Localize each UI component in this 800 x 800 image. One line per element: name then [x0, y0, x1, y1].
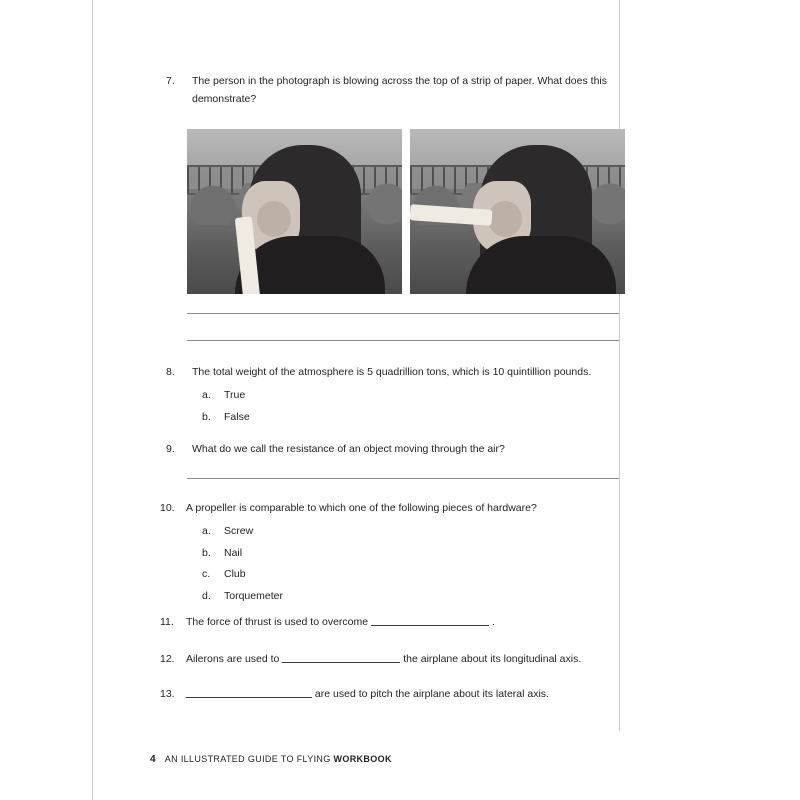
question-8-text: The total weight of the atmosphere is 5 quadrillion tons, which is 10 quintillion pounds. [192, 366, 592, 378]
question-10-choices [202, 521, 283, 607]
question-13 [160, 685, 616, 703]
photo-cheek [488, 201, 522, 237]
answer-line-7b[interactable] [187, 340, 619, 341]
question-12-number: 12. [160, 653, 175, 665]
question-11-text [186, 613, 616, 631]
question-12-text [186, 650, 616, 668]
figure-photographs [187, 129, 625, 294]
question-7 [166, 72, 616, 109]
fill-blank-12[interactable] [282, 651, 400, 663]
choice-letter: a. [202, 389, 211, 401]
question-12 [160, 650, 616, 668]
choice-label: Club [224, 568, 246, 581]
question-8-number: 8. [166, 366, 175, 378]
question-11 [160, 613, 616, 631]
choice-label: Nail [224, 546, 243, 559]
photo-paper-hanging [187, 129, 402, 294]
question-8 [166, 363, 616, 381]
choice-item[interactable] [202, 521, 283, 543]
choice-item[interactable] [202, 385, 250, 407]
answer-line-7a[interactable] [187, 313, 619, 314]
question-9-number: 9. [166, 443, 175, 455]
question-7-number: 7. [166, 75, 175, 87]
choice-letter: b. [202, 410, 211, 423]
question-12-text-before: Ailerons are used to [186, 653, 280, 665]
question-10-number: 10. [160, 502, 175, 514]
question-13-text-after: are used to pitch the airplane about its lateral axis. [314, 688, 549, 700]
footer-title-bold: WORKBOOK [333, 754, 392, 764]
choice-label: True [224, 389, 246, 401]
question-10 [160, 499, 616, 517]
question-9 [166, 440, 616, 458]
answer-line-9[interactable] [187, 478, 619, 479]
question-11-text-before: The force of thrust is used to overcome [186, 616, 369, 628]
fill-blank-13[interactable] [186, 686, 312, 698]
footer-title-plain: AN ILLUSTRATED GUIDE TO FLYING [164, 754, 331, 764]
choice-label: False [224, 410, 250, 423]
question-8-choices [202, 385, 250, 428]
photo-paper-lifting [410, 129, 625, 294]
question-7-text: The person in the photograph is blowing across the top of a strip of paper. What does this demonstrate? [192, 75, 607, 106]
question-10-text: A propeller is comparable to which one of the following pieces of hardware? [186, 502, 537, 514]
question-11-number: 11. [160, 616, 174, 628]
choice-letter: d. [202, 589, 211, 602]
page-footer [150, 754, 392, 765]
choice-letter: a. [202, 525, 211, 537]
photo-cheek [257, 201, 291, 237]
footer-title [165, 754, 392, 764]
question-12-text-after: the airplane about its longitudinal axis. [403, 653, 582, 665]
choice-item[interactable] [202, 543, 283, 565]
choice-item[interactable] [202, 564, 283, 586]
question-13-text [186, 685, 616, 703]
choice-label: Screw [224, 525, 254, 537]
question-13-number: 13. [160, 688, 175, 700]
footer-page-number: 4 [150, 754, 156, 765]
choice-letter: c. [202, 568, 211, 581]
fill-blank-11[interactable] [371, 614, 489, 626]
page-content [150, 0, 620, 800]
choice-item[interactable] [202, 407, 250, 429]
question-11-text-after: . [491, 616, 495, 628]
choice-item[interactable] [202, 586, 283, 608]
choice-letter: b. [202, 546, 211, 559]
choice-label: Torquemeter [224, 589, 283, 602]
page-edge-left [92, 0, 93, 800]
question-9-text: What do we call the resistance of an object moving through the air? [192, 443, 505, 455]
